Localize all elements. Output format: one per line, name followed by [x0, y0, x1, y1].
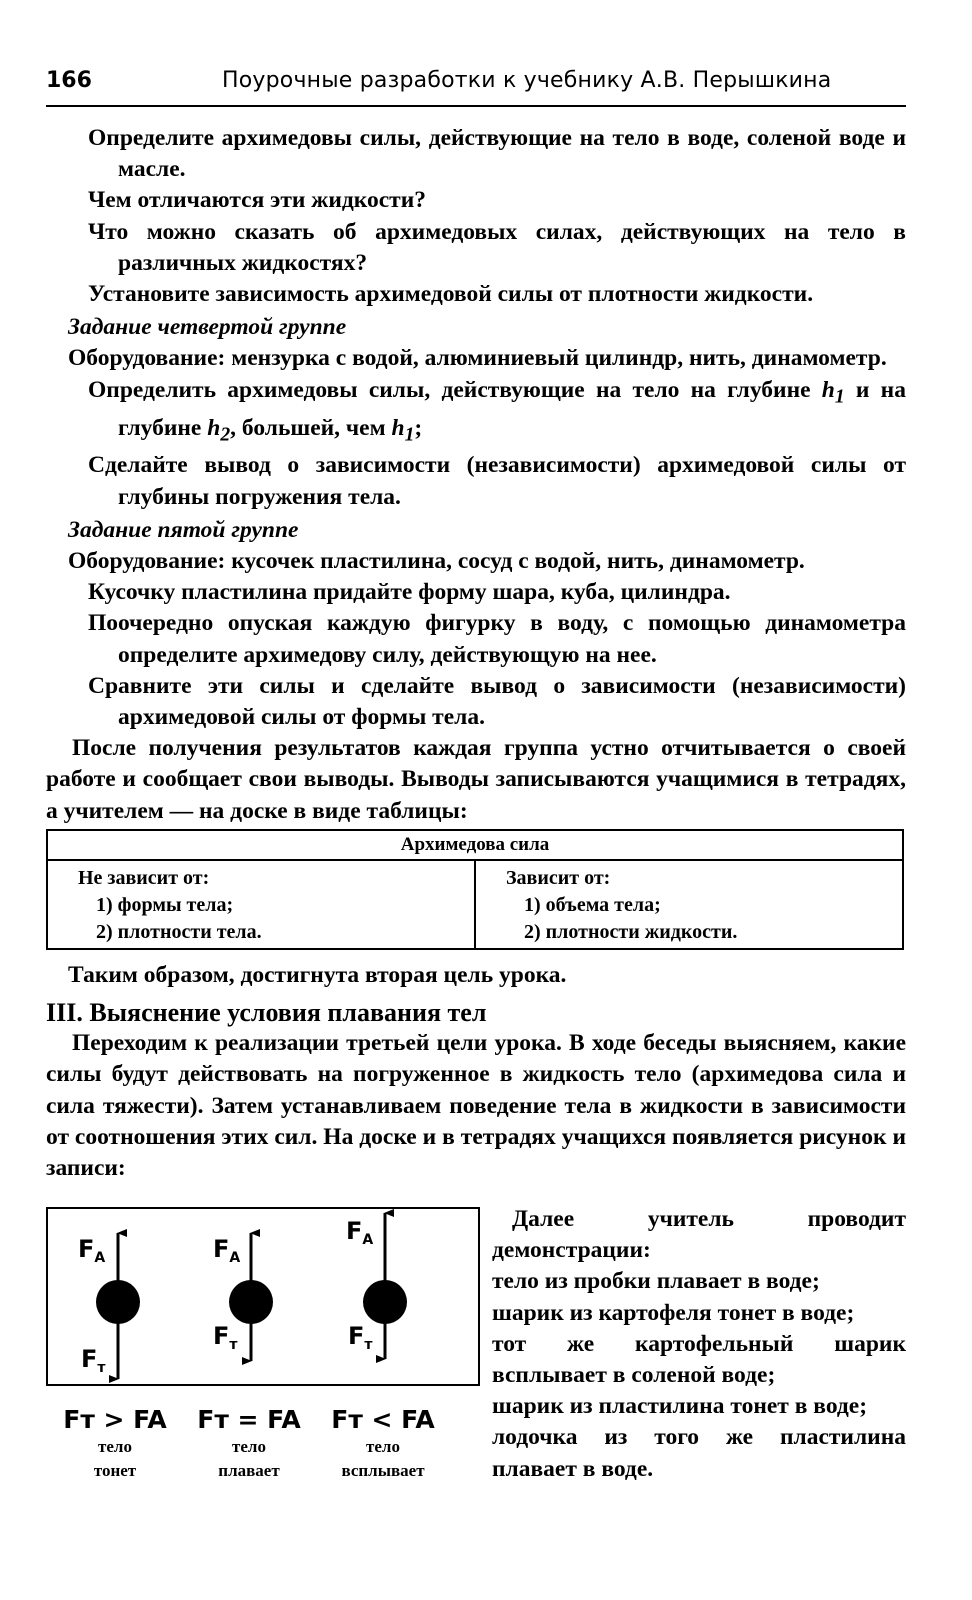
conclusion-line: Таким образом, достигнута вторая цель урока.: [68, 961, 567, 988]
group5-item: Кусочку пластилина придайте форму шара, куба, цилиндра.: [88, 579, 731, 606]
subscript: 2: [220, 424, 231, 446]
body-sinks: [78, 1233, 140, 1379]
label-ft: $F_т$: [81, 1345, 106, 1376]
group5-item: Сравните эти силы и сделайте вывод о зависимости (независимости) архимедовой силы от формы тела.: [88, 672, 906, 731]
caption-line: тело: [232, 1437, 266, 1456]
forces-diagram: [48, 1209, 478, 1384]
demo-item: тот же картофельный шарик всплывает в соленой воде;: [492, 1330, 906, 1389]
group3-item: Определите архимедовы силы, действующие на тело в воде, соленой воде и масле.: [88, 125, 906, 183]
group3-item: Чем отличаются эти жидкости?: [88, 187, 427, 214]
caption-line: тонет: [93, 1461, 137, 1480]
group4-equipment: [46, 343, 906, 374]
label-fa: $F_A$: [346, 1217, 374, 1248]
table-cell-independent: [47, 860, 475, 949]
demo-item: шарик из пластилина тонет в воде;: [492, 1393, 868, 1420]
symbol-h: h: [207, 414, 221, 441]
symbol-h: h: [821, 376, 835, 403]
group4-title: Задание четвертой группе: [68, 314, 347, 341]
equipment-label: Оборудование:: [68, 345, 226, 372]
caption-rises: [318, 1405, 448, 1483]
caption-sinks: [50, 1405, 180, 1483]
page-number: 166: [46, 68, 92, 93]
text-part: Определить архимедовы силы, действующие на тело на глубине: [88, 376, 822, 403]
cell-heading: Зависит от:: [506, 866, 611, 889]
archimedes-table: [46, 829, 904, 950]
text-part: и на глубине: [118, 376, 906, 441]
page-header: [46, 66, 906, 100]
body-rises: [346, 1213, 407, 1359]
cell-item: 1) объема тела;: [524, 893, 661, 916]
demo-item: тело из пробки плавает в воде;: [492, 1268, 820, 1295]
body-floats: [213, 1233, 273, 1361]
cell-item: 2) плотности жидкости.: [524, 920, 738, 943]
label-fa: $F_A$: [213, 1235, 241, 1266]
group5-title: Задание пятой группе: [68, 516, 299, 543]
relation: Fт < FA: [331, 1405, 435, 1434]
demo-intro: Далее учитель проводит демонстрации:: [492, 1206, 906, 1264]
cell-item: 1) формы тела;: [96, 893, 234, 916]
demo-item: лодочка из того же пластилина плавает в воде.: [492, 1424, 906, 1482]
table-cell-dependent: [475, 860, 903, 949]
table-title: Архимедова сила: [47, 830, 903, 860]
label-ft: $F_т$: [213, 1322, 238, 1353]
section-paragraph: Переходим к реализации третьей цели урока. В ходе беседы выясняем, какие силы будут действовать на погруженное в жидкость тело (архимедова сила и сила тяжести). Затем устанавливаем поведение тела в жидкости в зависимости от соотношения этих сил. На доске и в тетрадях учащихся появляется рисунок и записи:: [46, 1030, 906, 1182]
figure-captions: [46, 1405, 486, 1505]
caption-floats: [184, 1405, 314, 1483]
group4-item: Сделайте вывод о зависимости (независимости) архимедовой силы от глубины погружения тела.: [88, 452, 906, 510]
relation: Fт > FA: [63, 1405, 167, 1434]
text-part: ;: [414, 414, 423, 441]
cell-item: 2) плотности тела.: [96, 920, 262, 943]
running-title: Поурочные разработки к учебнику А.В. Перышкина: [222, 68, 832, 93]
caption-line: плавает: [218, 1461, 280, 1480]
equipment-text: кусочек пластилина, сосуд с водой, нить, динамометр.: [231, 548, 805, 575]
label-ft: $F_т$: [348, 1322, 373, 1353]
relation: Fт = FA: [197, 1405, 301, 1434]
header-rule: [46, 105, 906, 107]
page-body: [46, 123, 906, 1184]
cell-heading: Не зависит от:: [78, 866, 210, 889]
equipment-label: Оборудование:: [68, 548, 226, 575]
caption-line: тело: [98, 1437, 132, 1456]
caption-line: тело: [366, 1437, 400, 1456]
body-ball: [96, 1280, 140, 1324]
caption-line: всплывает: [341, 1461, 425, 1480]
floating-bodies-figure: [46, 1207, 480, 1386]
subscript: 1: [834, 386, 845, 408]
results-paragraph: После получения результатов каждая группа устно отчитывается о своей работе и сообщает свои выводы. Выводы записываются учащимися в тетрадях, а учителем — на доске в виде таблицы:: [46, 735, 906, 824]
subscript: 1: [404, 424, 415, 446]
body-ball: [363, 1280, 407, 1324]
label-fa: $F_A$: [78, 1235, 106, 1266]
body-ball: [229, 1280, 273, 1324]
equipment-text: мензурка с водой, алюминиевый цилиндр, нить, динамометр.: [231, 345, 887, 372]
group5-equipment: [46, 546, 906, 577]
section-heading: III. Выяснение условия плавания тел: [46, 998, 487, 1028]
group5-item: Поочередно опуская каждую фигурку в воду, с помощью динамометра определите архимедову силу, действующую на нее.: [88, 610, 906, 668]
group3-item: Установите зависимость архимедовой силы от плотности жидкости.: [88, 281, 814, 308]
symbol-h: h: [391, 414, 405, 441]
text-part: , большей, чем: [230, 414, 392, 441]
group4-item-depth: [46, 375, 906, 451]
group3-item: Что можно сказать об архимедовых силах, действующих на тело в различных жидкостях?: [88, 218, 906, 276]
demonstrations-text: [492, 1204, 906, 1485]
demo-item: шарик из картофеля тонет в воде;: [492, 1299, 855, 1326]
